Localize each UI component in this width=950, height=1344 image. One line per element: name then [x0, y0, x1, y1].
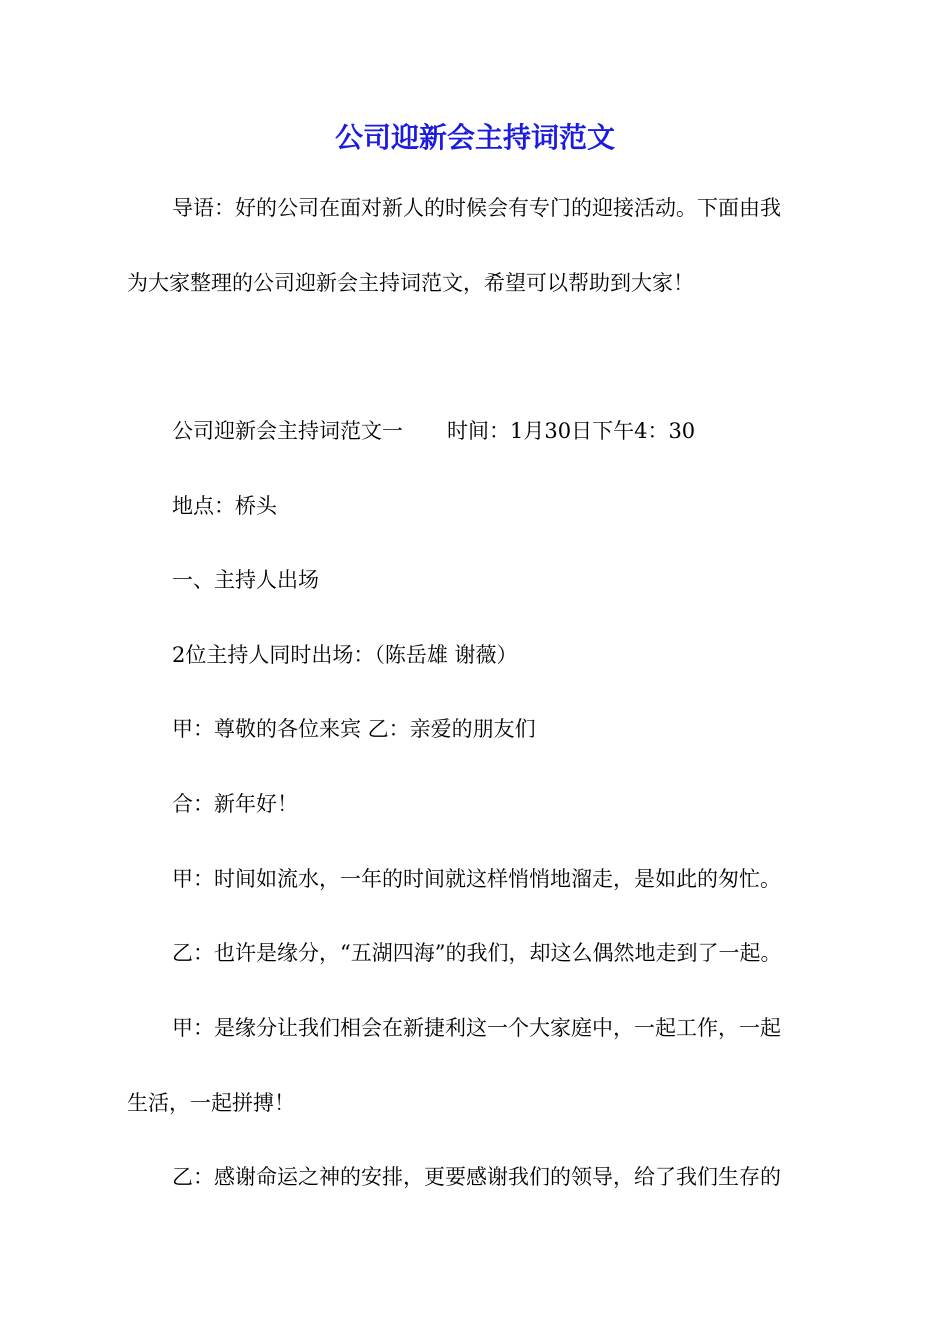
document-title: 公司迎新会主持词范文 [334, 121, 615, 154]
dialogue-line: 乙：感谢命运之神的安排，更要感谢我们的领导，给了我们生存的 [172, 1165, 781, 1189]
event-time: 时间：1月30日下午4：30 [447, 419, 696, 443]
hosts-line: 2位主持人同时出场：（陈岳雄 谢薇） [172, 643, 518, 667]
dialogue-line-continued: 生活，一起拼搏！ [127, 1091, 295, 1115]
dialogue-line: 甲：是缘分让我们相会在新捷利这一个大家庭中，一起工作，一起 [172, 1016, 781, 1040]
section-heading-line [172, 416, 852, 446]
event-place: 地点：桥头 [172, 494, 277, 518]
intro-line-1: 导语：好的公司在面对新人的时候会有专门的迎接活动。下面由我 [172, 196, 781, 220]
dialogue-line: 甲：时间如流水，一年的时间就这样悄悄地溜走，是如此的匆忙。 [172, 867, 781, 891]
intro-line-2: 为大家整理的公司迎新会主持词范文，希望可以帮助到大家！ [127, 271, 694, 295]
dialogue-line: 乙：也许是缘分，“五湖四海”的我们，却这么偶然地走到了一起。 [172, 941, 782, 965]
part-heading: 一、主持人出场 [172, 568, 319, 592]
section-heading: 公司迎新会主持词范文一 [172, 419, 403, 443]
dialogue-line: 甲：尊敬的各位来宾 乙：亲爱的朋友们 [172, 717, 536, 741]
dialogue-line: 合：新年好！ [172, 792, 298, 816]
